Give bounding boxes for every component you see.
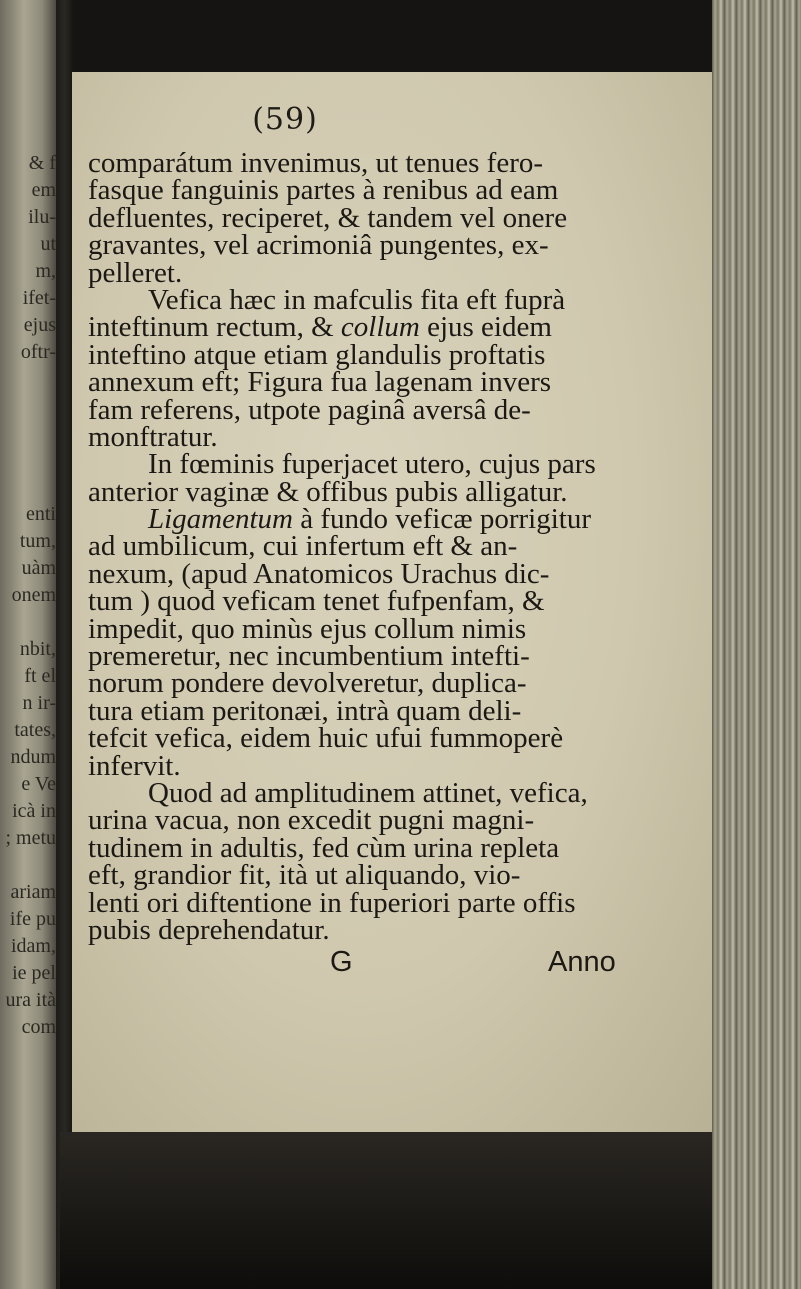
margin-fragment: ifet- — [22, 287, 56, 309]
text-line: comparátum invenimus, ut tenues fero- — [88, 147, 544, 179]
text-line: defluentes, reciperet, & tandem vel onere — [88, 201, 568, 234]
signature-mark: G — [330, 946, 353, 978]
margin-fragment: ie pel — [12, 962, 56, 984]
text-line: gravantes, vel acrimoniâ pungentes, ex- — [88, 229, 549, 262]
margin-fragment: ft el — [24, 665, 56, 687]
margin-fragment: uàm — [21, 557, 56, 579]
margin-fragment: idam, — [11, 935, 56, 957]
text-line: fasque fanguinis partes à renibus ad eam — [88, 174, 559, 207]
margin-fragment: tates, — [14, 719, 56, 741]
margin-fragment: m, — [35, 260, 56, 282]
margin-fragment: & f — [28, 152, 56, 174]
page-number: (59) — [252, 102, 318, 137]
text-line: eft, grandior fit, ità ut aliquando, vio- — [88, 859, 521, 892]
text-line: ad umbilicum, cui infertum eft & an- — [88, 530, 518, 563]
text-line: monftratur. — [88, 420, 218, 453]
text-line: tum ) quod veficam tenet fufpenfam, & — [88, 585, 545, 618]
margin-fragment: ura ità — [5, 989, 56, 1011]
text-line: inteftinum rectum, & collum ejus eidem — [88, 311, 552, 344]
margin-fragment — [2, 447, 56, 474]
bottom-shadow — [60, 1132, 712, 1289]
margin-fragment — [2, 609, 56, 636]
margin-fragment: icà in — [12, 800, 56, 822]
margin-fragment — [2, 366, 56, 393]
margin-fragment — [2, 393, 56, 420]
facing-page-fragments — [2, 150, 56, 1041]
text-line: tura etiam peritonæi, intrà quam deli- — [88, 694, 522, 727]
margin-fragment: em — [31, 179, 56, 201]
text-line: norum pondere devolveretur, duplica- — [88, 667, 527, 700]
text-line: Vefica hæc in mafculis fita eft fuprà — [148, 283, 566, 316]
page-body-text — [88, 147, 708, 946]
text-line: In fœminis fuperjacet utero, cujus pars — [148, 448, 596, 481]
margin-fragment — [2, 474, 56, 501]
margin-fragment: ariam — [10, 881, 56, 903]
margin-fragment: e Ve — [21, 773, 56, 795]
margin-fragment: enti — [26, 503, 56, 525]
text-line: nexum, (apud Anatomicos Urachus dic- — [88, 557, 550, 590]
text-line: anterior vaginæ & offibus pubis alligatur. — [88, 475, 568, 508]
margin-fragment: ndum — [10, 746, 56, 768]
text-line: urina vacua, non excedit pugni magni- — [88, 804, 535, 837]
text-line: fam referens, utpote paginâ aversâ de- — [88, 393, 531, 426]
margin-fragment: oftr- — [20, 341, 56, 363]
margin-fragment — [2, 852, 56, 879]
margin-fragment: com — [21, 1016, 56, 1038]
margin-fragment: nbit, — [19, 638, 56, 660]
catchword: Anno — [548, 946, 616, 978]
text-line: Ligamentum à fundo veficæ porrigitur — [148, 503, 591, 536]
margin-fragment: ut — [40, 233, 56, 255]
facing-page-edge — [0, 0, 60, 1289]
margin-fragment: ilu- — [28, 206, 56, 228]
text-line: impedit, quo minùs ejus collum nimis — [88, 612, 527, 645]
text-line: tefcit vefica, eidem huic ufui fummoperè — [88, 722, 564, 755]
margin-fragment: tum, — [19, 530, 56, 552]
text-line: Quod ad amplitudinem attinet, vefica, — [148, 776, 588, 809]
text-line: tudinem in adultis, fed cùm urina repleta — [88, 831, 560, 864]
margin-fragment: ; metu — [5, 827, 56, 849]
page-stack-edge — [712, 0, 801, 1289]
margin-fragment: n ir- — [22, 692, 56, 714]
text-line: premeretur, nec incumbentium intefti- — [88, 640, 530, 673]
text-line: infervit. — [88, 749, 181, 782]
text-line: inteftino atque etiam glandulis proftatis — [88, 338, 546, 371]
text-line: pelleret. — [88, 256, 183, 289]
margin-fragment — [2, 420, 56, 447]
text-line: pubis deprehendatur. — [88, 913, 330, 946]
text-line: annexum eft; Figura fua lagenam invers — [88, 366, 552, 399]
text-line: lenti ori diftentione in fuperiori parte offis — [88, 886, 576, 919]
margin-fragment: ife pu — [9, 908, 56, 930]
margin-fragment: ejus — [23, 314, 56, 336]
margin-fragment: onem — [11, 584, 56, 606]
